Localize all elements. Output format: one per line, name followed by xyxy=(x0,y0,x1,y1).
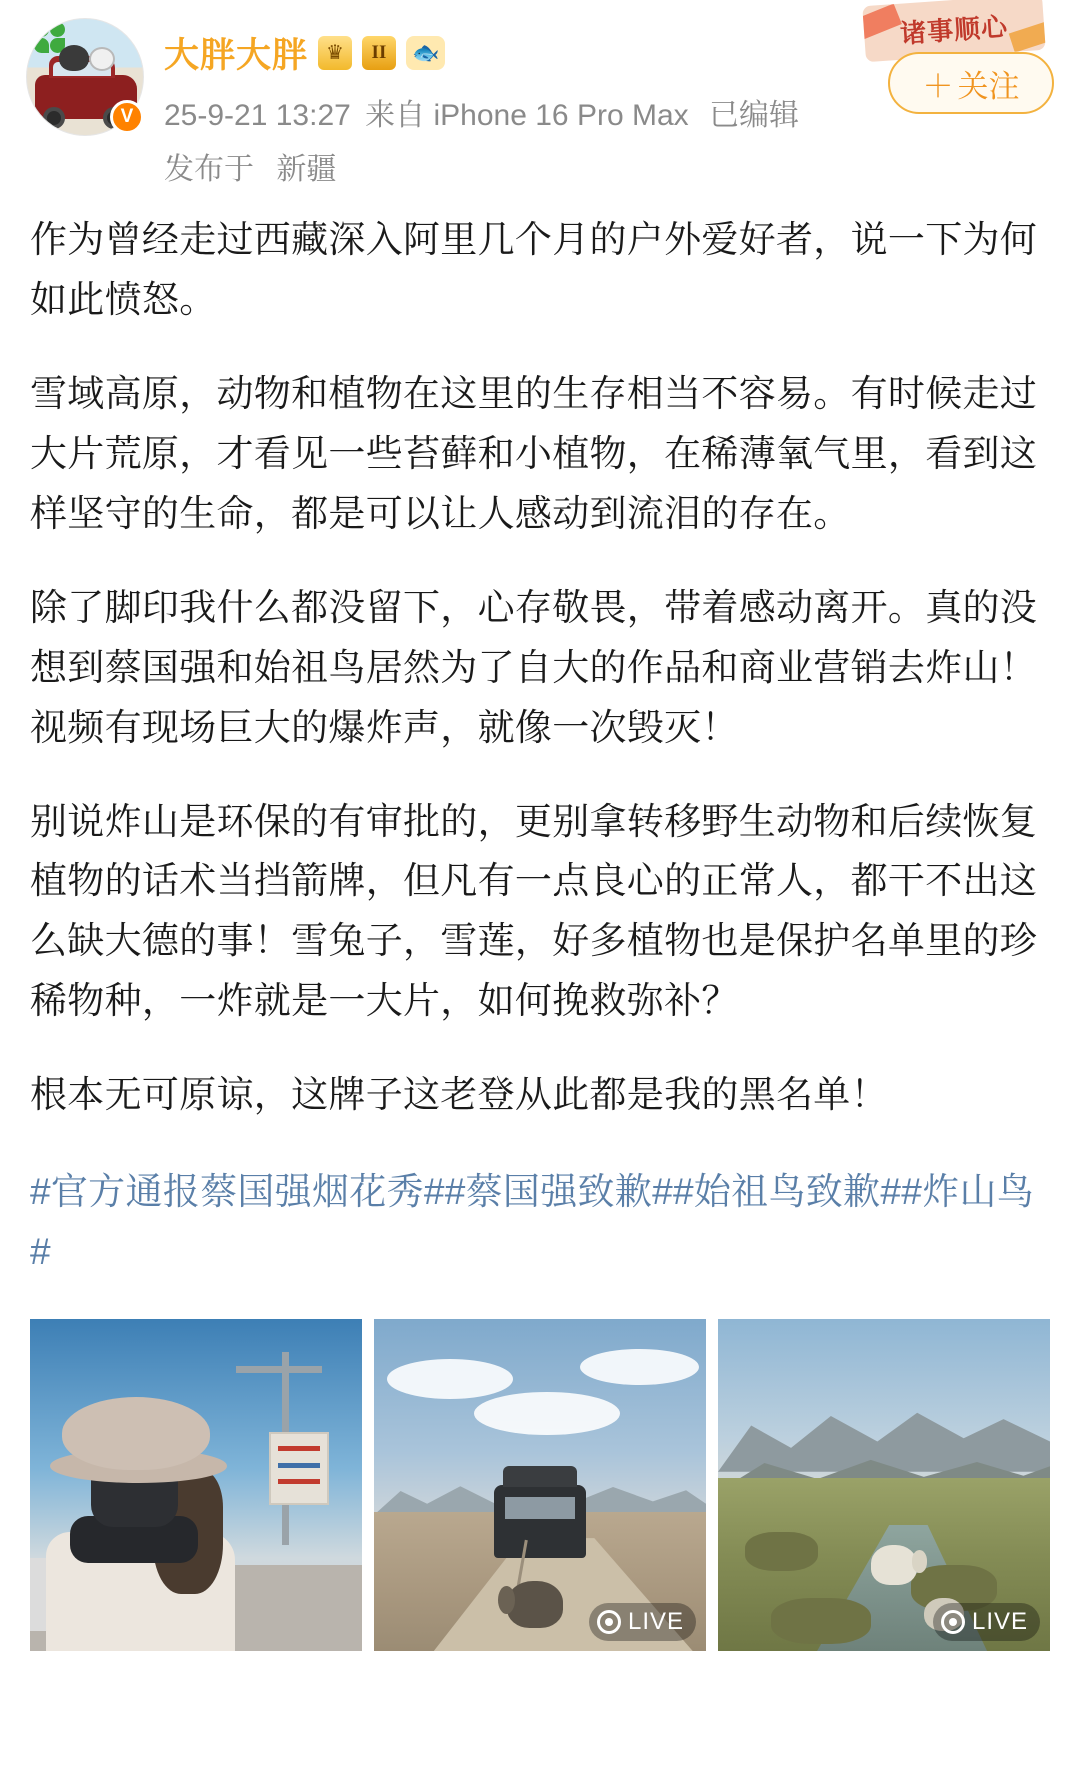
verified-v-icon: V xyxy=(110,100,144,134)
post-region xyxy=(164,144,1054,188)
source-device: iPhone 16 Pro Max xyxy=(433,99,689,132)
region-name: 新疆 xyxy=(276,153,337,186)
follow-button-label: 关注 xyxy=(957,68,1020,104)
live-icon xyxy=(597,1610,621,1634)
live-label: LIVE xyxy=(627,1608,684,1636)
window-shape xyxy=(505,1497,576,1519)
post-content xyxy=(0,188,1080,1282)
live-photo-badge xyxy=(933,1603,1040,1641)
person-shape xyxy=(50,1392,256,1651)
live-icon xyxy=(941,1610,965,1634)
cloud-shape xyxy=(387,1359,513,1399)
post-timestamp: 25-9-21 13:27 xyxy=(164,99,351,132)
photo-1-content xyxy=(30,1319,362,1651)
wheel-left-shape xyxy=(43,107,65,129)
hat-shape xyxy=(62,1397,210,1470)
crown-badge-icon[interactable]: ♛ xyxy=(318,36,352,70)
dog-shape xyxy=(507,1581,563,1627)
image-grid xyxy=(0,1319,1080,1651)
dog-shape xyxy=(871,1545,917,1585)
crossbar-shape xyxy=(236,1366,322,1373)
live-photo-badge xyxy=(589,1603,696,1641)
post-image-2[interactable] xyxy=(374,1319,706,1651)
sticker-text: 诸事顺心 xyxy=(899,10,1010,49)
author-name[interactable]: 大胖大胖 xyxy=(164,36,309,75)
post-image-1[interactable] xyxy=(30,1319,362,1651)
tape-shape-left xyxy=(862,4,902,42)
post-image-3[interactable] xyxy=(718,1319,1050,1651)
sign-shape xyxy=(269,1432,329,1505)
follow-button[interactable] xyxy=(888,52,1054,114)
avatar[interactable] xyxy=(26,18,144,136)
cloud-shape xyxy=(474,1392,620,1435)
photo-3-content xyxy=(718,1319,1050,1651)
live-label: LIVE xyxy=(971,1608,1028,1636)
dog-shape xyxy=(59,45,89,71)
post-paragraph: 雪域高原，动物和植物在这里的生存相当不容易。有时候走过大片荒原，才看见一些苔藓和小植物，在稀薄氧气里，看到这样坚守的生命，都是可以让人感动到流泪的存在。 xyxy=(30,372,1038,534)
source-prefix: 来自 xyxy=(365,99,426,132)
post-paragraph: 作为曾经走过西藏深入阿里几个月的户外爱好者，说一下为何如此愤怒。 xyxy=(30,219,1038,320)
edited-label: 已编辑 xyxy=(709,99,799,132)
rock-shape xyxy=(771,1598,871,1644)
region-prefix: 发布于 xyxy=(164,153,254,186)
tape-shape-right xyxy=(1009,21,1046,53)
post-paragraph: 除了脚印我什么都没留下，心存敬畏，带着感动离开。真的没想到蔡国强和始祖鸟居然为了自大的作品和商业营销去炸山！视频有现场巨大的爆炸声，就像一次毁灭！ xyxy=(30,586,1038,748)
post-paragraph: 别说炸山是环保的有审批的，更别拿转移野生动物和后续恢复植物的话术当挡箭牌，但凡有一点良心的正常人，都干不出这么缺大德的事！雪兔子，雪莲，好多植物也是保护名单里的珍稀物种，一炸就是一大片，如何挽救弥补？ xyxy=(30,800,1038,1022)
post-header xyxy=(0,0,1080,188)
vip-level-badge-icon[interactable]: II xyxy=(362,36,396,70)
fish-badge-icon[interactable]: 🐟 xyxy=(406,36,445,70)
dog-face-shape xyxy=(89,47,115,71)
rock-shape xyxy=(745,1532,818,1572)
post-paragraph: 根本无可原谅，这牌子这老登从此都是我的黑名单！ xyxy=(30,1074,888,1116)
hashtag-links[interactable]: #官方通报蔡国强烟花秀##蔡国强致歉##始祖鸟致歉##炸山鸟# xyxy=(30,1171,1035,1273)
plus-icon: ＋ xyxy=(922,68,954,104)
photo-2-content xyxy=(374,1319,706,1651)
